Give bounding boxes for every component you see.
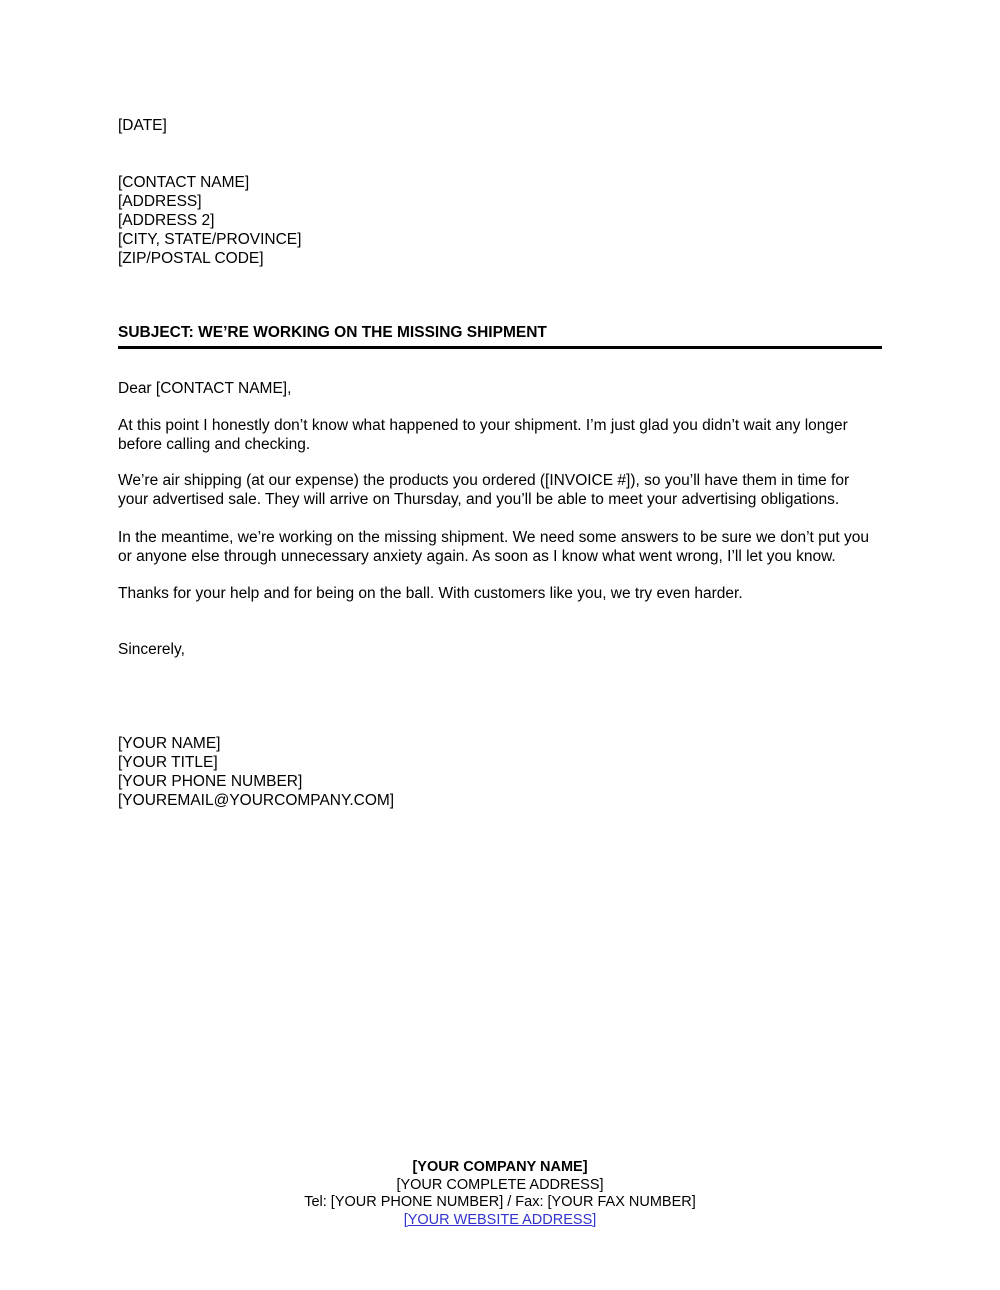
recipient-zip-code: [ZIP/POSTAL CODE] — [118, 250, 264, 267]
body-paragraph-4: Thanks for your help and for being on the ball. With customers like you, we try even harder. — [118, 585, 743, 602]
recipient-address-block — [118, 173, 882, 268]
date-placeholder: [DATE] — [118, 117, 167, 134]
signature-block — [118, 734, 882, 810]
body-paragraph-2: We’re air shipping (at our expense) the products you ordered ([INVOICE #]), so you’ll have them in time for your advertised sale. They will arrive on Thursday, and you’ll be able to meet your advertising obligations. — [118, 472, 850, 508]
body-paragraph-1: At this point I honestly don’t know what happened to your shipment. I’m just glad you didn’t wait any longer before calling and checking. — [118, 417, 848, 453]
recipient-address-line2: [ADDRESS 2] — [118, 212, 215, 229]
recipient-address-line1: [ADDRESS] — [118, 193, 202, 210]
footer-website-row — [0, 1212, 1000, 1230]
subject-line: SUBJECT: WE’RE WORKING ON THE MISSING SHIPMENT — [118, 324, 547, 341]
signature-email: [YOUREMAIL@YOURCOMPANY.COM] — [118, 792, 395, 809]
salutation: Dear [CONTACT NAME], — [118, 380, 292, 397]
signature-name: [YOUR NAME] — [118, 735, 221, 752]
body-paragraph-3: In the meantime, we’re working on the missing shipment. We need some answers to be sure we don’t put you or anyone else through unnecessary anxiety again. As soon as I know what went wrong, I’ll let you know. — [118, 529, 869, 565]
recipient-city-state: [CITY, STATE/PROVINCE] — [118, 231, 302, 248]
letter-footer — [0, 1159, 1000, 1229]
signature-title: [YOUR TITLE] — [118, 754, 218, 771]
footer-company-name: [YOUR COMPANY NAME] — [412, 1159, 588, 1175]
footer-tel-fax: Tel: [YOUR PHONE NUMBER] / Fax: [YOUR FAX NUMBER] — [304, 1194, 696, 1210]
signature-phone: [YOUR PHONE NUMBER] — [118, 773, 303, 790]
closing: Sincerely, — [118, 641, 185, 658]
recipient-contact-name: [CONTACT NAME] — [118, 174, 250, 191]
footer-company-address: [YOUR COMPLETE ADDRESS] — [396, 1176, 604, 1193]
subject-divider-rule — [118, 346, 882, 349]
footer-website-link[interactable]: [YOUR WEBSITE ADDRESS] — [403, 1211, 597, 1228]
